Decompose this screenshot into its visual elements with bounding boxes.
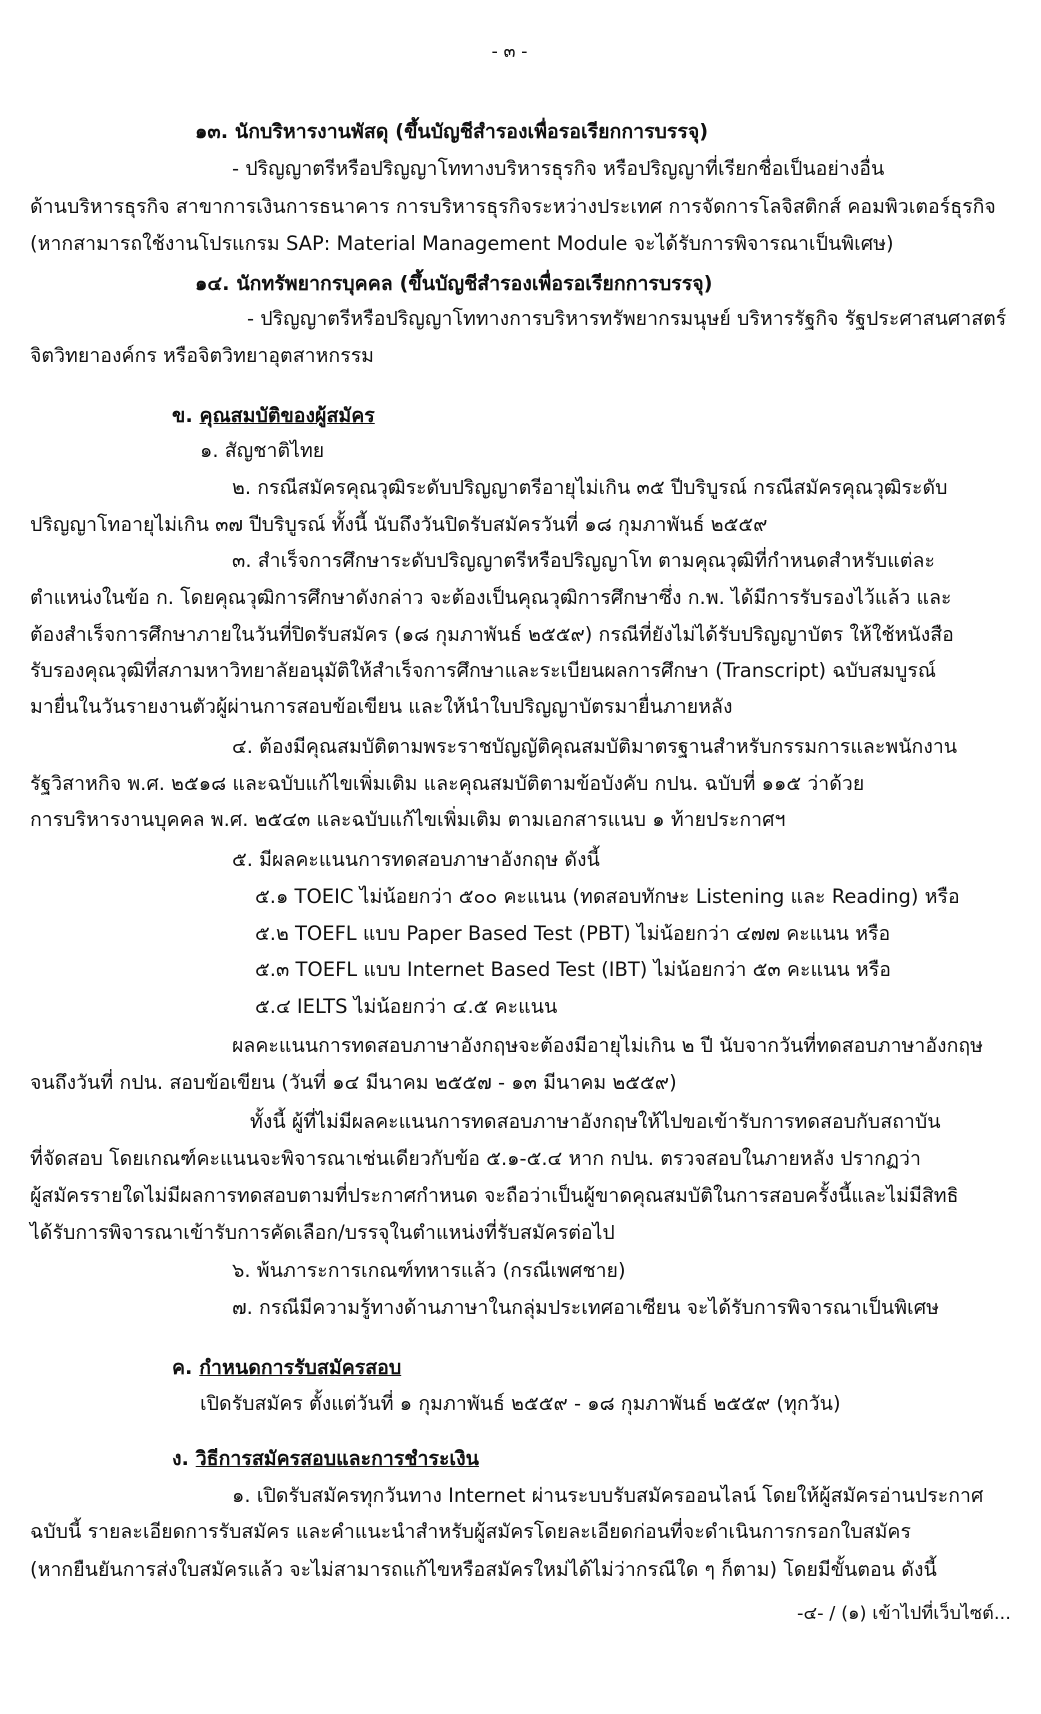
section-d-line: ๑. เปิดรับสมัครทุกวันทาง Internet ผ่านระบบรับสมัครออนไลน์ โดยให้ผู้สมัครอ่านประกาศ bbox=[232, 1484, 984, 1507]
section-b-line: ๕. มีผลคะแนนการทดสอบภาษาอังกฤษ ดังนี้ bbox=[232, 848, 600, 871]
section-d-heading bbox=[172, 1445, 479, 1473]
section-b-line: ๕.๔ IELTS ไม่น้อยกว่า ๔.๕ คะแนน bbox=[255, 995, 558, 1018]
section-b-line: รับรองคุณวุฒิที่สภามหาวิทยาลัยอนุมัติให้สำเร็จการศึกษาและระเบียนผลการศึกษา (Transcript) ฉบับสมบูรณ์ bbox=[30, 659, 936, 682]
section-b-line: ๖. พ้นภาระการเกณฑ์ทหารแล้ว (กรณีเพศชาย) bbox=[232, 1259, 626, 1282]
position-14-line-1: - ปริญญาตรีหรือปริญญาโททางการบริหารทรัพยากรมนุษย์ บริหารรัฐกิจ รัฐประศาสนศาสตร์ bbox=[247, 307, 1007, 330]
section-d-line: ฉบับนี้ รายละเอียดการรับสมัคร และคำแนะนำสำหรับผู้สมัครโดยละเอียดก่อนที่จะดำเนินการกรอกใบสมัคร bbox=[30, 1520, 911, 1543]
section-b-line: ๔. ต้องมีคุณสมบัติตามพระราชบัญญัติคุณสมบัติมาตรฐานสำหรับกรรมการและพนักงาน bbox=[232, 735, 958, 758]
section-b-line: การบริหารงานบุคคล พ.ศ. ๒๕๔๓ และฉบับแก้ไขเพิ่มเติม ตามเอกสารแนบ ๑ ท้ายประกาศฯ bbox=[30, 808, 786, 831]
section-b-line: จนถึงวันที่ กปน. สอบข้อเขียน (วันที่ ๑๔ มีนาคม ๒๕๕๗ - ๑๓ มีนาคม ๒๕๕๙) bbox=[30, 1071, 677, 1094]
section-b-line: ผู้สมัครรายใดไม่มีผลการทดสอบตามที่ประกาศกำหนด จะถือว่าเป็นผู้ขาดคุณสมบัติในการสอบครั้งนี้และไม่มีสิทธิ bbox=[30, 1184, 959, 1207]
section-d-title: วิธีการสมัครสอบและการชำระเงิน bbox=[195, 1447, 479, 1470]
page-continuation-note: -๔- / (๑) เข้าไปที่เว็บไซต์... bbox=[796, 1603, 1011, 1624]
section-b-line: ๑. สัญชาติไทย bbox=[200, 439, 325, 462]
section-b-line: ทั้งนี้ ผู้ที่ไม่มีผลคะแนนการทดสอบภาษาอังกฤษให้ไปขอเข้ารับการทดสอบกับสถาบัน bbox=[250, 1110, 941, 1133]
section-b-line: ผลคะแนนการทดสอบภาษาอังกฤษจะต้องมีอายุไม่เกิน ๒ ปี นับจากวันที่ทดสอบภาษาอังกฤษ bbox=[232, 1034, 984, 1057]
section-d-line: (หากยืนยันการส่งใบสมัครแล้ว จะไม่สามารถแก้ไขหรือสมัครใหม่ได้ไม่ว่ากรณีใด ๆ ก็ตาม) โดยมีขั้นตอน ดังนี้ bbox=[30, 1558, 937, 1581]
position-13-heading: ๑๓. นักบริหารงานพัสดุ (ขึ้นบัญชีสำรองเพื่อรอเรียกการบรรจุ) bbox=[195, 120, 709, 143]
position-14-line-2: จิตวิทยาองค์กร หรือจิตวิทยาอุตสาหกรรม bbox=[30, 344, 375, 367]
section-b-line: ต้องสำเร็จการศึกษาภายในวันที่ปิดรับสมัคร (๑๘ กุมภาพันธ์ ๒๕๕๙) กรณีที่ยังไม่ได้รับปริญญาบัตร ให้ใช้หนังสือ bbox=[30, 623, 954, 646]
section-b-line: ๕.๑ TOEIC ไม่น้อยกว่า ๕๐๐ คะแนน (ทดสอบทักษะ Listening และ Reading) หรือ bbox=[255, 885, 960, 908]
section-d-letter: ง. bbox=[172, 1447, 189, 1470]
section-c-heading bbox=[172, 1354, 401, 1382]
section-b-line: รัฐวิสาหกิจ พ.ศ. ๒๕๑๘ และฉบับแก้ไขเพิ่มเติม และคุณสมบัติตามข้อบังคับ กปน. ฉบับที่ ๑๑๕ ว่าด้วย bbox=[30, 772, 865, 795]
section-b-line: ปริญญาโทอายุไม่เกิน ๓๗ ปีบริบูรณ์ ทั้งนี้ นับถึงวันปิดรับสมัครวันที่ ๑๘ กุมภาพันธ์ ๒๕๕๙ bbox=[30, 513, 768, 536]
section-b-title: คุณสมบัติของผู้สมัคร bbox=[199, 404, 375, 427]
section-c-line: เปิดรับสมัคร ตั้งแต่วันที่ ๑ กุมภาพันธ์ ๒๕๕๙ - ๑๘ กุมภาพันธ์ ๒๕๕๙ (ทุกวัน) bbox=[200, 1392, 841, 1415]
section-b-line: ๕.๒ TOEFL แบบ Paper Based Test (PBT) ไม่น้อยกว่า ๔๗๗ คะแนน หรือ bbox=[255, 922, 891, 945]
section-b-line: ๗. กรณีมีความรู้ทางด้านภาษาในกลุ่มประเทศอาเซียน จะได้รับการพิจารณาเป็นพิเศษ bbox=[232, 1296, 939, 1319]
section-b-line: ที่จัดสอบ โดยเกณฑ์คะแนนจะพิจารณาเช่นเดียวกับข้อ ๕.๑-๕.๔ หาก กปน. ตรวจสอบในภายหลัง ปรากฏว่า bbox=[30, 1147, 921, 1170]
section-b-line: ได้รับการพิจารณาเข้ารับการคัดเลือก/บรรจุในตำแหน่งที่รับสมัครต่อไป bbox=[30, 1221, 615, 1244]
position-13-line-2: ด้านบริหารธุรกิจ สาขาการเงินการธนาคาร การบริหารธุรกิจระหว่างประเทศ การจัดการโลจิสติกส์ คอมพิวเตอร์ธุรกิจ bbox=[30, 195, 996, 218]
section-b-line: ตำแหน่งในข้อ ก. โดยคุณวุฒิการศึกษาดังกล่าว จะต้องเป็นคุณวุฒิการศึกษาซึ่ง ก.พ. ได้มีการรับรองไว้แล้ว และ bbox=[30, 586, 952, 609]
section-b-line: ๕.๓ TOEFL แบบ Internet Based Test (IBT) ไม่น้อยกว่า ๕๓ คะแนน หรือ bbox=[255, 958, 891, 981]
position-13-line-1: - ปริญญาตรีหรือปริญญาโททางบริหารธุรกิจ หรือปริญญาที่เรียกชื่อเป็นอย่างอื่น bbox=[232, 157, 885, 180]
section-b-letter: ข. bbox=[172, 404, 193, 427]
section-b-line: ๒. กรณีสมัครคุณวุฒิระดับปริญญาตรีอายุไม่เกิน ๓๕ ปีบริบูรณ์ กรณีสมัครคุณวุฒิระดับ bbox=[232, 476, 948, 499]
section-b-line: ๓. สำเร็จการศึกษาระดับปริญญาตรีหรือปริญญาโท ตามคุณวุฒิที่กำหนดสำหรับแต่ละ bbox=[232, 549, 935, 572]
position-13-line-3: (หากสามารถใช้งานโปรแกรม SAP: Material Management Module จะได้รับการพิจารณาเป็นพิเศษ) bbox=[30, 232, 894, 255]
section-b-line: มายื่นในวันรายงานตัวผู้ผ่านการสอบข้อเขียน และให้นำใบปริญญาบัตรมายื่นภายหลัง bbox=[30, 695, 733, 718]
position-14-heading: ๑๔. นักทรัพยากรบุคคล (ขึ้นบัญชีสำรองเพื่อรอเรียกการบรรจุ) bbox=[195, 272, 713, 295]
page-number: - ๓ - bbox=[491, 41, 528, 62]
section-b-heading bbox=[172, 402, 375, 430]
section-c-title: กำหนดการรับสมัครสอบ bbox=[199, 1356, 402, 1379]
section-c-letter: ค. bbox=[172, 1356, 193, 1379]
